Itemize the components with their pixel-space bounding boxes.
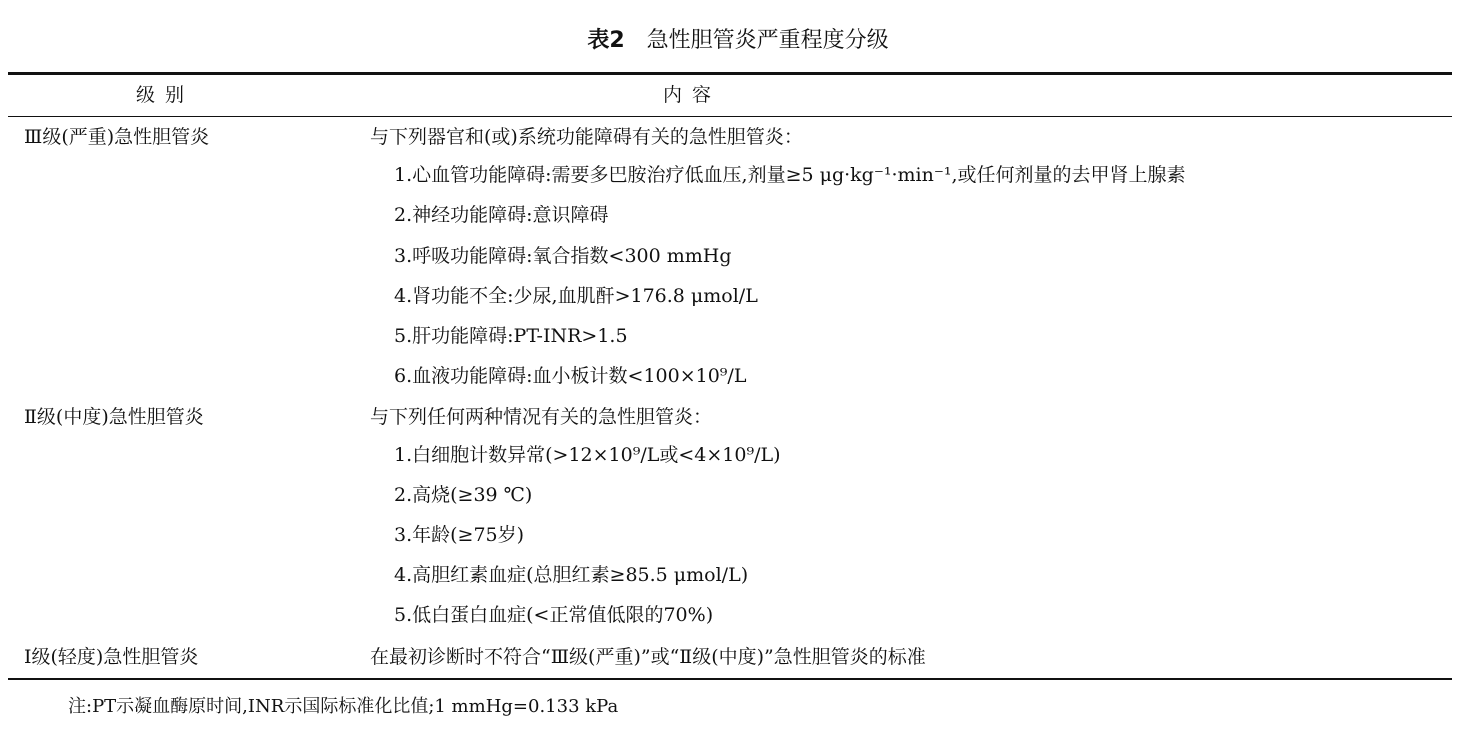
grade-3-item-5: 5.肝功能障碍:PT-INR>1.5 (394, 325, 628, 347)
table-footnote: 注:PT示凝血酶原时间,INR示国际标准化比值;1 mmHg=0.133 kPa (68, 696, 619, 717)
grade-2-item-4: 4.高胆红素血症(总胆红素≥85.5 μmol/L) (394, 564, 749, 586)
grade-3-item-1: 1.心血管功能障碍:需要多巴胺治疗低血压,剂量≥5 μg·kg⁻¹·min⁻¹,或任何剂量的去甲肾上腺素 (394, 164, 1186, 186)
table-title (0, 26, 1476, 56)
grade-3-level: Ⅲ级(严重)急性胆管炎 (24, 126, 210, 148)
grade-1-level: Ⅰ级(轻度)急性胆管炎 (24, 646, 199, 668)
grade-3-item-6: 6.血液功能障碍:血小板计数<100×10⁹/L (394, 365, 747, 387)
header-content: 内容 (663, 84, 722, 106)
grade-2-level: Ⅱ级(中度)急性胆管炎 (24, 406, 204, 428)
table-label: 表2 (587, 28, 625, 53)
grade-2-item-3: 3.年龄(≥75岁) (394, 524, 525, 546)
grade-2-item-2: 2.高烧(≥39 ℃) (394, 484, 533, 506)
header-level: 级别 (136, 84, 195, 106)
grade-2-intro: 与下列任何两种情况有关的急性胆管炎： (370, 406, 713, 428)
grade-1-intro: 在最初诊断时不符合“Ⅲ级(严重)”或“Ⅱ级(中度)”急性胆管炎的标准 (370, 646, 926, 668)
grade-3-item-2: 2.神经功能障碍:意识障碍 (394, 204, 609, 226)
table-title-text: 急性胆管炎严重程度分级 (646, 28, 889, 53)
grade-3-intro: 与下列器官和(或)系统功能障碍有关的急性胆管炎： (370, 126, 803, 148)
grade-2-item-5: 5.低白蛋白血症(<正常值低限的70%) (394, 604, 714, 626)
table-top-rule (8, 72, 1452, 75)
grade-3-item-3: 3.呼吸功能障碍:氧合指数<300 mmHg (394, 245, 732, 267)
table-header-rule (8, 116, 1452, 117)
grade-2-item-1: 1.白细胞计数异常(>12×10⁹/L或<4×10⁹/L) (394, 444, 781, 466)
grade-3-item-4: 4.肾功能不全:少尿,血肌酐>176.8 μmol/L (394, 285, 758, 307)
table-bottom-rule (8, 678, 1452, 680)
